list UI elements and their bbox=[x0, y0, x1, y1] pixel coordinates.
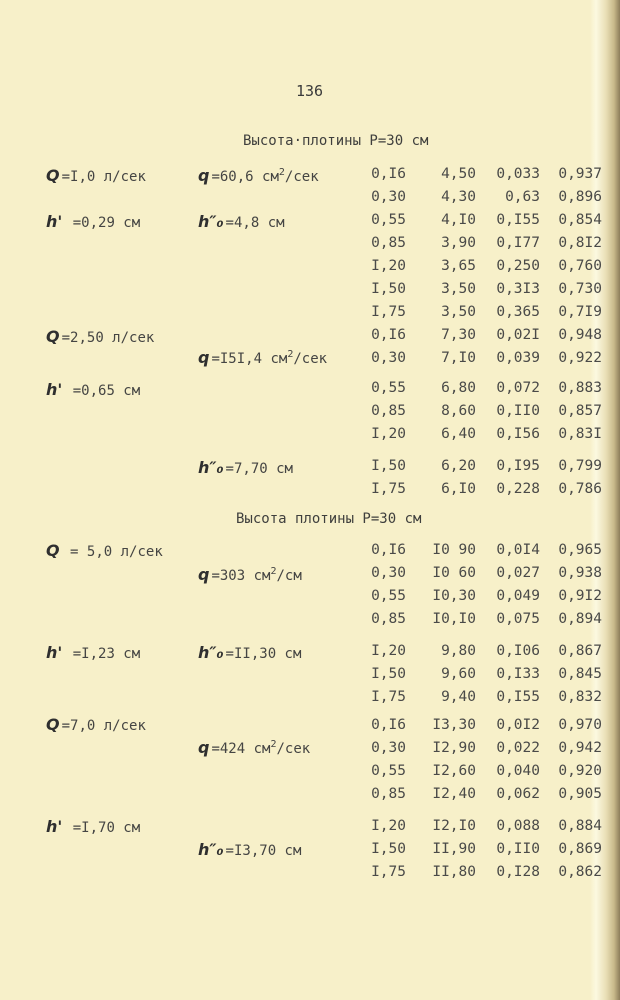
h0-symbol: h″₀ bbox=[198, 458, 224, 477]
param-h1: h' =I,23 см bbox=[46, 643, 141, 662]
param-h0: h″₀ =4,8 см bbox=[198, 212, 285, 231]
table-cell: I,50 bbox=[371, 841, 406, 857]
table-cell: 0,02I bbox=[496, 327, 540, 343]
table-cell: 0,883 bbox=[558, 380, 602, 396]
table-cell: I,75 bbox=[371, 689, 406, 705]
table-cell: 0,30 bbox=[371, 189, 406, 205]
param-q: q =303 $см^2/см$ bbox=[198, 565, 302, 584]
table-cell: I0 60 bbox=[432, 565, 476, 581]
Q-symbol: Q bbox=[46, 327, 60, 346]
table-cell: 0,869 bbox=[558, 841, 602, 857]
table-cell: 0,027 bbox=[496, 565, 540, 581]
table-cell: 0,786 bbox=[558, 481, 602, 497]
param-Q: Q =I,0 л/сек bbox=[46, 166, 146, 185]
table-cell: 0,942 bbox=[558, 740, 602, 756]
table-cell: 0,55 bbox=[371, 212, 406, 228]
table-cell: 6,40 bbox=[441, 426, 476, 442]
table-cell: 0,I55 bbox=[496, 689, 540, 705]
table-cell: I,50 bbox=[371, 281, 406, 297]
table-cell: 9,40 bbox=[441, 689, 476, 705]
table-cell: 0,30 bbox=[371, 565, 406, 581]
table-cell: I,75 bbox=[371, 481, 406, 497]
table-cell: 0,920 bbox=[558, 763, 602, 779]
table-cell: 7,30 bbox=[441, 327, 476, 343]
table-cell: 0,I56 bbox=[496, 426, 540, 442]
q-symbol: q bbox=[198, 166, 210, 185]
table-cell: 0,85 bbox=[371, 786, 406, 802]
table-cell: I2,40 bbox=[432, 786, 476, 802]
table-cell: 8,60 bbox=[441, 403, 476, 419]
table-cell: 0,033 bbox=[496, 166, 540, 182]
table-cell: 0,884 bbox=[558, 818, 602, 834]
table-cell: I0,30 bbox=[432, 588, 476, 604]
table-cell: I,50 bbox=[371, 458, 406, 474]
table-cell: 0,9I2 bbox=[558, 588, 602, 604]
table-cell: 0,I6 bbox=[371, 166, 406, 182]
page-number: 136 bbox=[296, 82, 324, 100]
table-cell: 0,I33 bbox=[496, 666, 540, 682]
table-cell: 0,965 bbox=[558, 542, 602, 558]
param-h0: h″₀ =II,30 см bbox=[198, 643, 302, 662]
table-cell: I0,I0 bbox=[432, 611, 476, 627]
table-cell: 0,30 bbox=[371, 350, 406, 366]
table-cell: 0,I06 bbox=[496, 643, 540, 659]
param-h0: h″₀ =I3,70 см bbox=[198, 840, 302, 859]
param-q: q =I5I,4 $см^2$/сек bbox=[198, 348, 328, 367]
table-cell: 0,845 bbox=[558, 666, 602, 682]
table-cell: 0,896 bbox=[558, 189, 602, 205]
table-cell: 6,80 bbox=[441, 380, 476, 396]
table-cell: 0,7I9 bbox=[558, 304, 602, 320]
h0-symbol: h″₀ bbox=[198, 212, 224, 231]
table-cell: 0,049 bbox=[496, 588, 540, 604]
table-cell: 0,867 bbox=[558, 643, 602, 659]
table-cell: 0,63 bbox=[505, 189, 540, 205]
table-cell: 0,862 bbox=[558, 864, 602, 880]
table-cell: 0,905 bbox=[558, 786, 602, 802]
table-cell: 0,039 bbox=[496, 350, 540, 366]
table-cell: I,20 bbox=[371, 643, 406, 659]
table-cell: 0,365 bbox=[496, 304, 540, 320]
table-cell: II,90 bbox=[432, 841, 476, 857]
table-cell: 0,022 bbox=[496, 740, 540, 756]
table-cell: 0,854 bbox=[558, 212, 602, 228]
table-cell: 0,075 bbox=[496, 611, 540, 627]
table-cell: 4,50 bbox=[441, 166, 476, 182]
q-symbol: q bbox=[198, 738, 210, 757]
table-cell: 0,062 bbox=[496, 786, 540, 802]
table-cell: 0,228 bbox=[496, 481, 540, 497]
table-cell: 0,I95 bbox=[496, 458, 540, 474]
table-cell: I2,90 bbox=[432, 740, 476, 756]
table-cell: 0,0I4 bbox=[496, 542, 540, 558]
table-cell: 0,040 bbox=[496, 763, 540, 779]
table-cell: 0,I55 bbox=[496, 212, 540, 228]
table-cell: I,20 bbox=[371, 258, 406, 274]
table-cell: I,50 bbox=[371, 666, 406, 682]
table-cell: 0,760 bbox=[558, 258, 602, 274]
table-cell: 0,I6 bbox=[371, 327, 406, 343]
h1-symbol: h' bbox=[46, 212, 63, 231]
table-cell: 0,I28 bbox=[496, 864, 540, 880]
table-cell: 0,83I bbox=[558, 426, 602, 442]
table-cell: 0,970 bbox=[558, 717, 602, 733]
table-cell: 0,799 bbox=[558, 458, 602, 474]
table-cell: 0,857 bbox=[558, 403, 602, 419]
table-cell: I,75 bbox=[371, 864, 406, 880]
param-Q: Q =7,0 л/сек bbox=[46, 715, 146, 734]
table-cell: 9,80 bbox=[441, 643, 476, 659]
table-cell: 6,I0 bbox=[441, 481, 476, 497]
h0-symbol: h″₀ bbox=[198, 840, 224, 859]
table-cell: 0,072 bbox=[496, 380, 540, 396]
table-cell: 4,I0 bbox=[441, 212, 476, 228]
table-cell: 0,55 bbox=[371, 763, 406, 779]
param-q: q =424 $см^2$/сек bbox=[198, 738, 311, 757]
table-cell: 0,I6 bbox=[371, 542, 406, 558]
table-cell: 0,I77 bbox=[496, 235, 540, 251]
q-symbol: q bbox=[198, 348, 210, 367]
table-cell: I,75 bbox=[371, 304, 406, 320]
table-cell: 0,894 bbox=[558, 611, 602, 627]
table-cell: II,80 bbox=[432, 864, 476, 880]
table-cell: 0,088 bbox=[496, 818, 540, 834]
table-cell: 0,922 bbox=[558, 350, 602, 366]
table-cell: 0,832 bbox=[558, 689, 602, 705]
param-Q: Q =2,50 л/сек bbox=[46, 327, 155, 346]
param-h0: h″₀ =7,70 см bbox=[198, 458, 293, 477]
table-cell: 0,55 bbox=[371, 380, 406, 396]
table-cell: 4,30 bbox=[441, 189, 476, 205]
table-cell: 0,8I2 bbox=[558, 235, 602, 251]
table-cell: 9,60 bbox=[441, 666, 476, 682]
table-cell: 0,85 bbox=[371, 611, 406, 627]
table-cell: 0,948 bbox=[558, 327, 602, 343]
table-cell: 3,65 bbox=[441, 258, 476, 274]
Q-symbol: Q bbox=[46, 541, 60, 560]
param-q: q =60,6 $см^2$/сек bbox=[198, 166, 319, 185]
table-cell: 7,I0 bbox=[441, 350, 476, 366]
section-title: Высота плотины Р=30 см bbox=[236, 511, 422, 527]
table-cell: 0,I6 bbox=[371, 717, 406, 733]
h1-symbol: h' bbox=[46, 817, 63, 836]
table-cell: 0,85 bbox=[371, 403, 406, 419]
table-cell: I2,I0 bbox=[432, 818, 476, 834]
param-h1: h' =0,29 см bbox=[46, 212, 141, 231]
Q-symbol: Q bbox=[46, 715, 60, 734]
table-cell: I,20 bbox=[371, 426, 406, 442]
table-cell: I2,60 bbox=[432, 763, 476, 779]
section-title: Высота·плотины Р=30 см bbox=[243, 133, 429, 149]
h0-symbol: h″₀ bbox=[198, 643, 224, 662]
table-cell: 0,730 bbox=[558, 281, 602, 297]
q-symbol: q bbox=[198, 565, 210, 584]
table-cell: 3,50 bbox=[441, 304, 476, 320]
table-cell: 0,0I2 bbox=[496, 717, 540, 733]
h1-symbol: h' bbox=[46, 380, 63, 399]
table-cell: 0,30 bbox=[371, 740, 406, 756]
param-Q: Q = 5,0 л/сек bbox=[46, 541, 163, 560]
table-cell: 3,50 bbox=[441, 281, 476, 297]
table-cell: 6,20 bbox=[441, 458, 476, 474]
table-cell: 0,3I3 bbox=[496, 281, 540, 297]
table-cell: 0,937 bbox=[558, 166, 602, 182]
table-cell: 0,85 bbox=[371, 235, 406, 251]
Q-symbol: Q bbox=[46, 166, 60, 185]
table-cell: I0 90 bbox=[432, 542, 476, 558]
table-cell: 0,250 bbox=[496, 258, 540, 274]
table-cell: I,20 bbox=[371, 818, 406, 834]
table-cell: 3,90 bbox=[441, 235, 476, 251]
table-cell: 0,II0 bbox=[496, 841, 540, 857]
table-cell: 0,55 bbox=[371, 588, 406, 604]
param-h1: h' =0,65 см bbox=[46, 380, 141, 399]
table-cell: 0,938 bbox=[558, 565, 602, 581]
table-cell: I3,30 bbox=[432, 717, 476, 733]
h1-symbol: h' bbox=[46, 643, 63, 662]
table-cell: 0,II0 bbox=[496, 403, 540, 419]
param-h1: h' =I,70 см bbox=[46, 817, 141, 836]
